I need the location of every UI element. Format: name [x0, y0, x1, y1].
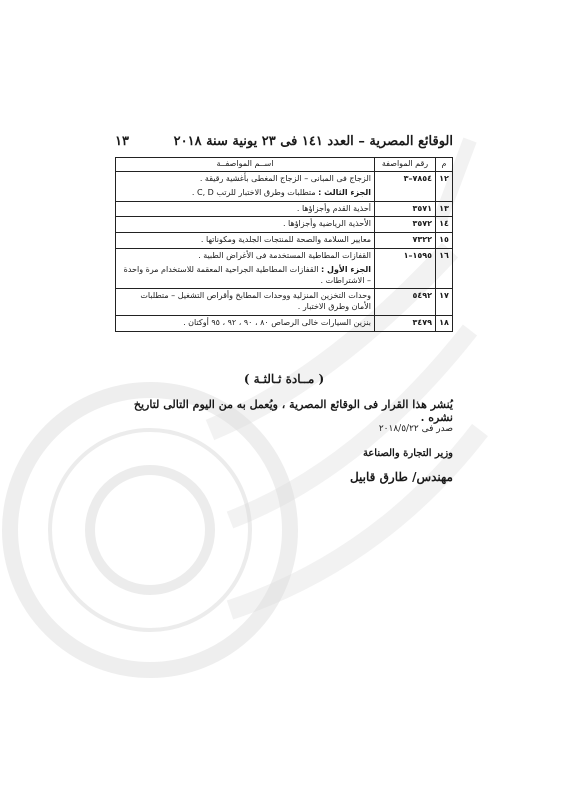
- header-title: الوقائع المصرية – العدد ١٤١ فى ٢٣ يونية سنة ٢٠١٨: [173, 133, 453, 149]
- row-number: ١٢: [436, 172, 453, 202]
- row-number: ١٦: [436, 248, 453, 288]
- standard-name: معايير السلامة والصحة للمنتجات الجلدية ومكوناتها .: [116, 233, 375, 249]
- part-text: متطلبات وطرق الاختبار للرتب C, D .: [191, 187, 316, 197]
- table-row: [116, 248, 453, 288]
- part-text: القفازات المطاطية الجراحية المعقمة للاستخدام مرة واحدة – الاشتراطات .: [123, 264, 371, 285]
- table-row: [116, 217, 453, 233]
- page-number: ١٣: [115, 133, 129, 149]
- table-header-row: [116, 158, 453, 172]
- part-label: الجزء الثالث :: [318, 187, 371, 197]
- minister-signature-name: مهندس/ طارق قابيل: [349, 470, 453, 484]
- row-number: ١٨: [436, 315, 453, 331]
- minister-title: وزير التجارة والصناعة: [362, 448, 453, 459]
- standard-name: الأحذية الرياضية وأجزاؤها .: [116, 217, 375, 233]
- standard-code: ١٥٩٥–١: [375, 248, 436, 288]
- issue-date: صدر فى ٢٠١٨/٥/٢٢: [378, 424, 453, 434]
- standard-name: القفازات المطاطية المستخدمة فى الأغراض الطبية .: [198, 250, 371, 260]
- standards-table: [115, 157, 453, 332]
- standard-name: بنزين السيارات خالى الرصاص ٨٠ ، ٩٠ ، ٩٢ ، ٩٥ أوكتان .: [116, 315, 375, 331]
- table-row: [116, 315, 453, 331]
- column-header-number: م: [436, 158, 453, 172]
- row-number: ١٣: [436, 201, 453, 217]
- row-number: ١٧: [436, 289, 453, 316]
- table-row: [116, 233, 453, 249]
- standard-name: أحذية القدم وأجزاؤها .: [116, 201, 375, 217]
- standard-name: الزجاج فى المبانى – الزجاج المغطى بأغشية رقيقة .: [199, 174, 371, 183]
- table-row: [116, 201, 453, 217]
- row-number: ١٤: [436, 217, 453, 233]
- part-label: الجزء الأول :: [321, 264, 371, 274]
- row-number: ١٥: [436, 233, 453, 249]
- standard-code: ٣٥٧١: [375, 201, 436, 217]
- standard-code: ٣٥٧٢: [375, 217, 436, 233]
- standard-code: ٧٣٢٢: [375, 233, 436, 249]
- page-header: [115, 130, 453, 152]
- standard-name: وحدات التخزين المنزلية ووحدات المطابخ وأقراص التشغيل – متطلبات الأمان وطرق الاختبار .: [116, 289, 375, 316]
- table-row: [116, 172, 453, 202]
- standard-code: ٧٨٥٤–٣: [375, 172, 436, 202]
- standard-code: ٥٤٩٢: [375, 289, 436, 316]
- table-row: [116, 289, 453, 316]
- column-header-code: رقم المواصفة: [375, 158, 436, 172]
- column-header-name: اســم المواصفــة: [116, 158, 375, 172]
- article-heading: ( مــادة ثـالثـة ): [243, 372, 325, 386]
- standard-code: ٣٤٧٩: [375, 315, 436, 331]
- standard-name-cell: [116, 172, 375, 202]
- publication-clause: يُنشر هذا القرار فى الوقائع المصرية ، ويُعمل به من اليوم التالى لتاريخ نشره .: [133, 398, 453, 424]
- standard-name-cell: [116, 248, 375, 288]
